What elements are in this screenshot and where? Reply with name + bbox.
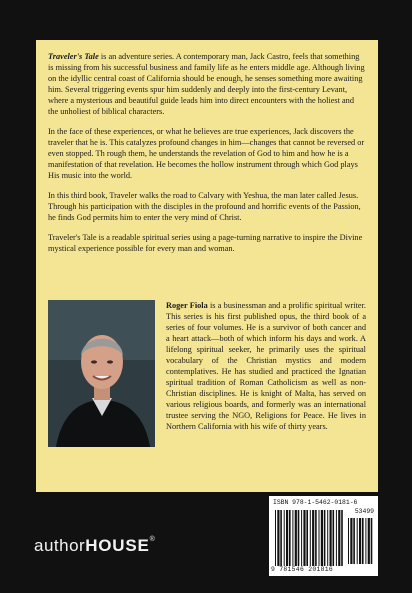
- barcode-bar: [327, 510, 328, 566]
- barcode-bar: [368, 518, 370, 564]
- barcode-bar: [350, 518, 352, 564]
- barcode-bar: [365, 518, 366, 564]
- author-photo: [48, 300, 155, 447]
- blurb-paragraph-3: In this third book, Traveler walks the road to Calvary with Yeshua, the man later called Jesus. Through his participation with the disciples in the profound and horrific events of the Passion, he finds God permits him to enter the very mind of Christ.: [48, 191, 361, 222]
- barcode-bar: [348, 518, 349, 564]
- barcode-bar: [359, 518, 361, 564]
- barcode-bar: [312, 510, 314, 566]
- publisher-logo: [34, 536, 155, 556]
- author-section: [48, 300, 366, 485]
- author-bio-text: is a businessman and a prolific spiritual writer. This series is his first published opus, the third book of a series of four volumes. He is a survivor of both cancer and a heart attack—both of which inform his days and work. A lifelong spiritual seeker, he primarily uses the spiritual vocabulary of the Christian mystics and modern contemplatives. He has studied and practiced the Ignatian spiritual tradition of Roman Catholicism as well as non-Christian disciplines. He is knight of Malta, has served on various religious boards, and formerly was an international trustee serving the NGO, Religions for Peace. He lives in Northern California with his wife of thirty years.: [166, 301, 366, 431]
- barcode-bar: [277, 510, 279, 566]
- barcode-bar: [298, 510, 300, 566]
- author-bio: [166, 300, 366, 432]
- barcode-bar: [353, 518, 355, 564]
- barcode-bar: [336, 510, 337, 566]
- barcode-bar: [333, 510, 335, 566]
- barcode-bar: [371, 518, 373, 564]
- barcode-bar: [324, 510, 326, 566]
- barcode-digits: 9 781546 201816: [271, 566, 334, 573]
- barcode-bar: [292, 510, 293, 566]
- barcode-bars: [275, 510, 345, 566]
- publisher-logo-part1: author: [34, 536, 86, 555]
- barcode-bar: [338, 510, 340, 566]
- price-code: 53499: [354, 508, 374, 515]
- barcode-bar: [284, 510, 285, 566]
- barcode-bar: [310, 510, 311, 566]
- isbn-barcode: [269, 496, 378, 576]
- barcode-bar: [341, 510, 343, 566]
- barcode-bar: [286, 510, 288, 566]
- barcode-bar: [280, 510, 282, 566]
- barcode-bar: [330, 510, 332, 566]
- publisher-logo-part2: HOUSE: [85, 536, 150, 555]
- barcode-bar: [289, 510, 291, 566]
- blurb-paragraph-2: In the face of these experiences, or what he believes are true experiences, Jack discovers the traveler that he is. This catalyzes profound changes in him—changes that cannot be reversed or even stopped. Th rough them, he understands the revelation of God to him and how he is a manifestation of that revelation. He becomes the hollow instrument through which God plays His music into the world.: [48, 127, 365, 180]
- series-title: Traveler's Tale: [48, 52, 99, 61]
- barcode-bar: [275, 510, 276, 566]
- barcode-bar: [357, 518, 358, 564]
- blurb-paragraph-4: Traveler's Tale is a readable spiritual series using a page-turning narrative to inspire the Divine mystical experience possible for every man and woman.: [48, 233, 363, 253]
- author-name: Roger Fiola: [166, 301, 208, 310]
- blurb-paragraph-1-text: is an adventure series. A contemporary man, Jack Castro, feels that something is missing from his successful business and family life as he enters middle age. Although living on the idyllic central coast of California should be enough, he senses something more awaiting him. Several triggering events spur him suddenly and deeply into the first-century Levant, where a mysterious and beautiful guide leads him into direct encounters with the holiest and the unholiest of biblical characters.: [48, 52, 365, 116]
- barcode-bar: [306, 510, 308, 566]
- price-barcode-bars: [348, 518, 374, 564]
- barcode-bar: [301, 510, 302, 566]
- registered-mark: ®: [149, 536, 156, 543]
- blurb-panel: [36, 40, 378, 492]
- barcode-bar: [315, 510, 317, 566]
- barcode-bar: [319, 510, 320, 566]
- barcode-bar: [303, 510, 305, 566]
- blurb-paragraph-1: [48, 51, 365, 117]
- barcode-bar: [362, 518, 364, 564]
- barcode-bar: [321, 510, 323, 566]
- isbn-text: ISBN 978-1-5462-0181-6: [273, 499, 358, 506]
- barcode-bar: [295, 510, 297, 566]
